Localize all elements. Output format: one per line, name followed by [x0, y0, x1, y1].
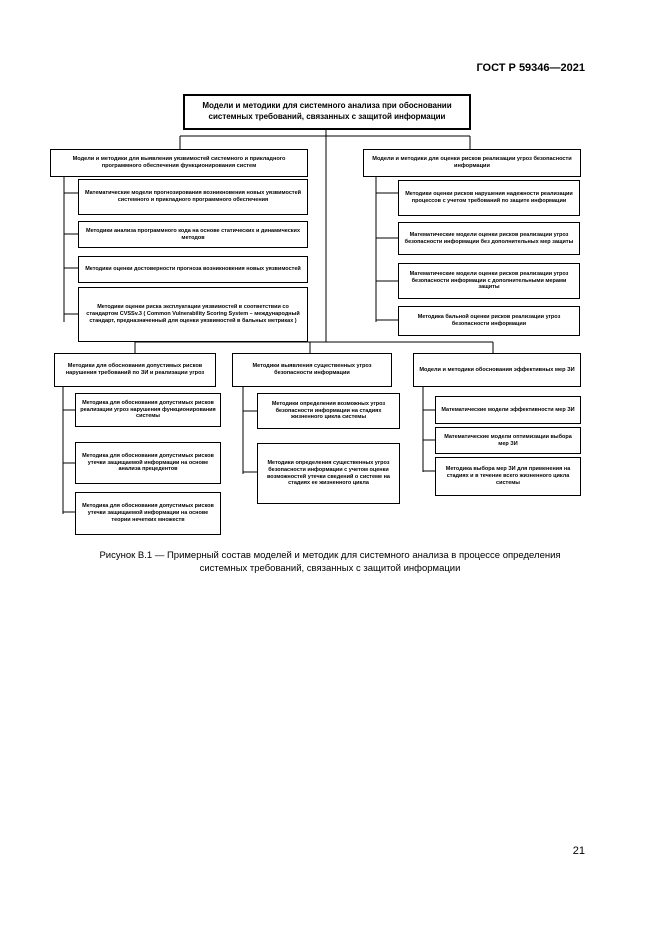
item-threats-2	[257, 443, 400, 504]
caption-line-2: системных требований, связанных с защитой информации	[199, 562, 461, 574]
item-label: Методики анализа программного кода на основе статических и динамических методов	[85, 227, 300, 241]
item-label: Методика для обоснования допустимых рисков утечки защищаемой информации на основе анализа прецедентов	[82, 452, 214, 473]
category-label: Модели и методики для оценки рисков реализации угроз безопасности информации	[372, 156, 572, 169]
item-acceptable-risks-2	[75, 442, 221, 484]
item-label: Методика выбора мер ЗИ для применения на стадиях и в течение всего жизненного цикла системы	[445, 466, 571, 486]
item-risk-3	[398, 263, 580, 299]
item-label: Математические модели оценки рисков реализации угроз безопасности информации без дополнительных мер защиты	[404, 231, 574, 245]
item-measures-3	[435, 457, 581, 496]
category-vulnerabilities	[50, 149, 308, 177]
root-node-label: Модели и методики для системного анализа при обосновании системных требований, связанных с защитой информации	[202, 101, 452, 121]
item-label: Математические модели оптимизации выбора мер ЗИ	[444, 433, 572, 447]
item-label: Методика для обоснования допустимых рисков реализации угроз нарушения функционирования системы	[80, 399, 216, 420]
item-label: Методика для обоснования допустимых рисков утечки защищаемой информации на основе теории нечетких множеств	[82, 503, 214, 523]
item-measures-2	[435, 427, 581, 454]
standard-header: ГОСТ Р 59346—2021	[476, 62, 585, 74]
item-label: Методики оценки риска эксплуатации уязвимостей в соответствии со стандартом CVSSv.3 ( Common Vulnerability Scoring System – международный стандарт, предназначенный для оценки уязвимостей в бальных метриках )	[86, 304, 300, 324]
item-label: Математические модели эффективности мер ЗИ	[441, 406, 575, 413]
caption-line-1: Рисунок В.1 — Примерный состав моделей и методик для системного анализа в процессе определения	[99, 550, 561, 561]
item-vulnerabilities-3	[78, 256, 308, 283]
item-label: Математические модели прогнозирования возникновения новых уязвимостей системного и прикладного программного обеспечения	[84, 190, 302, 203]
item-vulnerabilities-4	[78, 287, 308, 342]
item-label: Методики оценки достоверности прогноза возникновения новых уязвимостей	[85, 266, 301, 273]
item-threats-1	[257, 393, 400, 429]
item-label: Методики определения возможных угроз безопасности информации на стадиях жизненного цикла системы	[271, 400, 386, 421]
item-measures-1	[435, 396, 581, 424]
item-label: Методика бальной оценки рисков реализации угроз безопасности информации	[417, 314, 561, 327]
category-label: Модели и методики для выявления уязвимостей системного и прикладного программного обеспечения функционирования систем	[72, 156, 286, 169]
figure-caption	[50, 550, 610, 576]
category-label: Методики выявления существенных угроз безопасности информации	[252, 363, 372, 376]
category-effective-measures	[413, 353, 581, 387]
root-node	[183, 94, 471, 130]
item-risk-2	[398, 222, 580, 255]
page-number: 21	[572, 845, 585, 857]
item-label: Методики определения существенных угроз безопасности информации с учетом оценки возможностей утечки сведений о системе на стадиях ее жизненного цикла	[267, 459, 390, 487]
item-acceptable-risks-1	[75, 393, 221, 427]
item-risk-1	[398, 180, 580, 216]
item-vulnerabilities-1	[78, 179, 308, 215]
category-acceptable-risks	[54, 353, 216, 387]
item-vulnerabilities-2	[78, 221, 308, 248]
category-label: Модели и методики обоснования эффективных мер ЗИ	[419, 366, 575, 373]
item-acceptable-risks-3	[75, 492, 221, 535]
item-risk-4	[398, 306, 580, 336]
category-risk-assessment	[363, 149, 581, 177]
item-label: Методики оценки рисков нарушения надежности реализации процессов с учетом требований по защите информации	[405, 191, 573, 204]
category-significant-threats	[232, 353, 392, 387]
item-label: Математические модели оценки рисков реализации угроз безопасности информации с дополнительными мерами защиты	[409, 270, 569, 291]
category-label: Методики для обоснования допустимых рисков нарушения требований по ЗИ и реализации угроз	[65, 363, 205, 376]
